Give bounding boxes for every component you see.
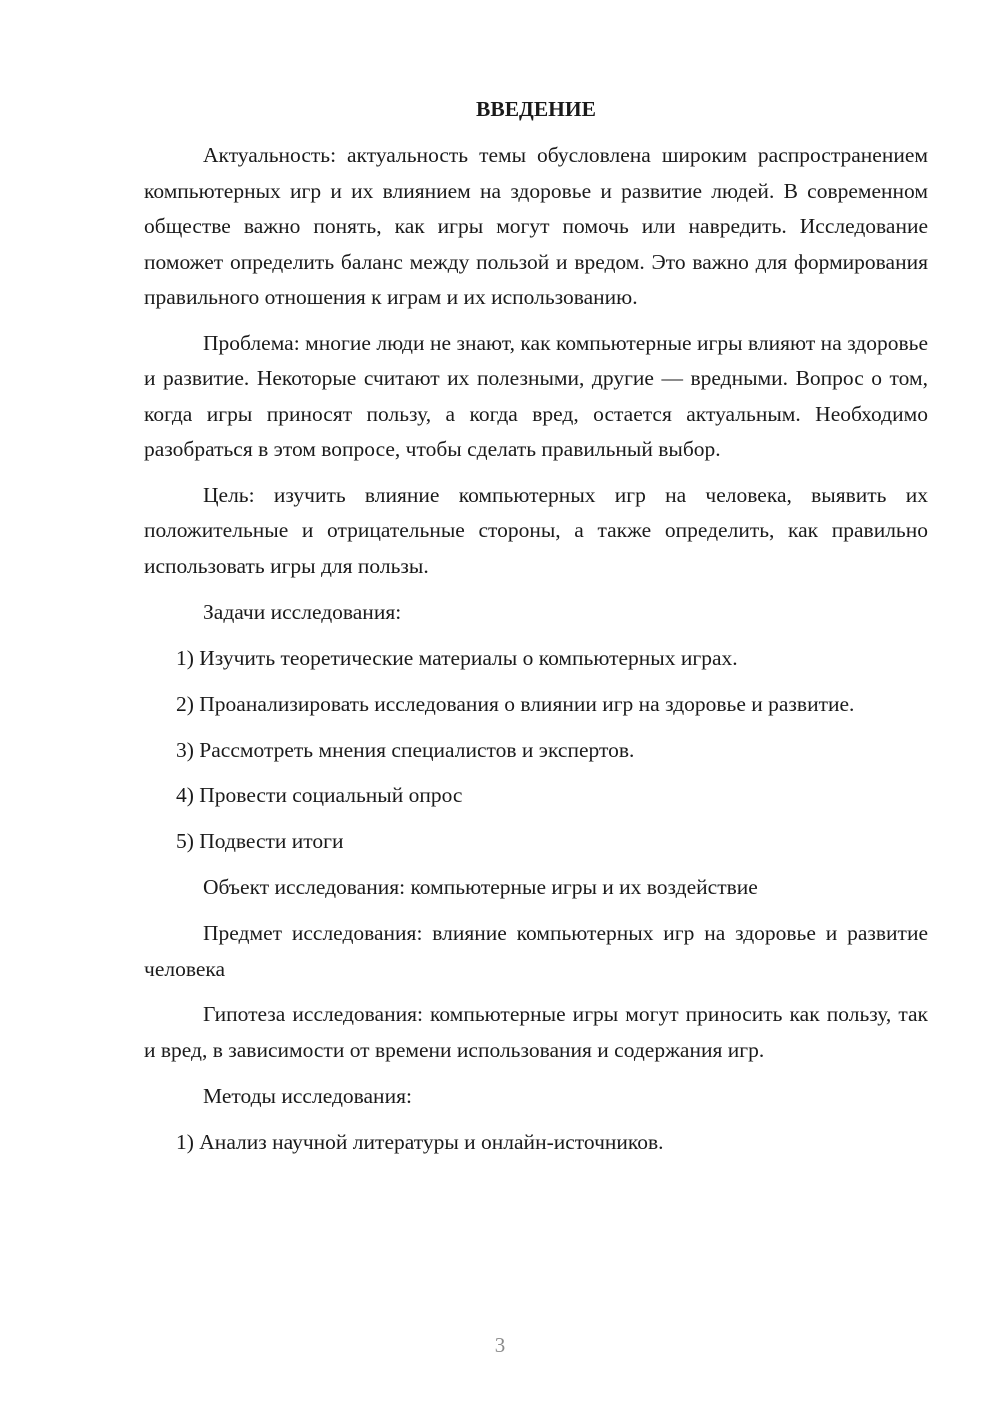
paragraph-object: Объект исследования: компьютерные игры и их воздействие [203, 875, 758, 900]
paragraph-subject: Предмет исследования: влияние компьютерных игр на здоровье и развитие человека [144, 921, 928, 981]
paragraph-problem: Проблема: многие люди не знают, как компьютерные игры влияют на здоровье и развитие. Некоторые считают их полезными, другие — вредными. Вопрос о том, когда игры приносят пользу, а когда вред, остается актуальным. Необходимо разобраться в этом вопросе, чтобы сделать правильный выбор. [144, 330, 928, 462]
page-number: 3 [494, 1333, 506, 1357]
task-item-3: 3) Рассмотреть мнения специалистов и экспертов. [176, 737, 635, 762]
document-body [144, 92, 928, 1171]
section-title: ВВЕДЕНИЕ [476, 97, 596, 121]
paragraph-goal: Цель: изучить влияние компьютерных игр на человека, выявить их положительные и отрицательные стороны, а также определить, как правильно использовать игры для пользы. [144, 483, 928, 578]
paragraph-relevance: Актуальность: актуальность темы обусловлена широким распространением компьютерных игр и их влиянием на здоровье и развитие людей. В современном обществе важно понять, как игры могут помочь или навредить. Исследование поможет определить баланс между пользой и вредом. Это важно для формирования правильного отношения к играм и их использованию. [144, 143, 928, 310]
task-item-1: 1) Изучить теоретические материалы о компьютерных играх. [176, 645, 738, 670]
paragraph-tasks-heading: Задачи исследования: [203, 599, 402, 624]
method-item-1: 1) Анализ научной литературы и онлайн-источников. [176, 1129, 664, 1154]
paragraph-methods-heading: Методы исследования: [203, 1083, 412, 1108]
task-item-4: 4) Провести социальный опрос [176, 783, 463, 808]
paragraph-hypothesis: Гипотеза исследования: компьютерные игры могут приносить как пользу, так и вред, в зависимости от времени использования и содержания игр. [144, 1002, 928, 1062]
task-item-5: 5) Подвести итоги [176, 829, 344, 854]
task-item-2: 2) Проанализировать исследования о влиянии игр на здоровье и развитие. [176, 691, 855, 716]
